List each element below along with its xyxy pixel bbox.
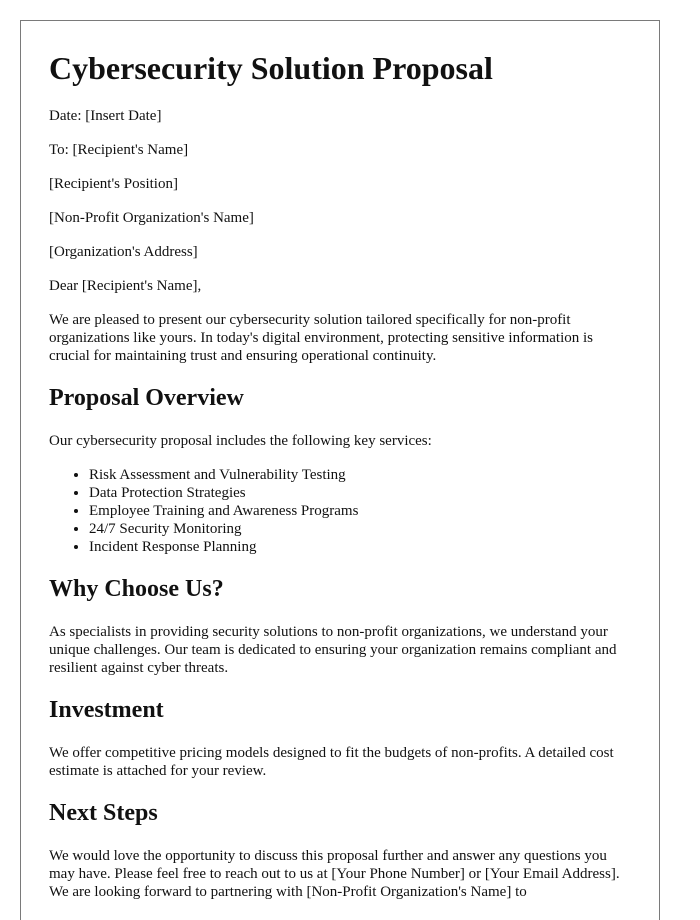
next-steps-paragraph: We would love the opportunity to discuss this proposal further and answer any questions you may have. Please feel free to reach out to us at [Your Phone Number] or [Your Email Address]. We are looking forward to partnering with [Non-Profit Organization's Name] to: [49, 848, 620, 900]
date-line: Date: [Insert Date]: [49, 108, 162, 124]
salutation: Dear [Recipient's Name],: [49, 278, 202, 294]
investment-paragraph: We offer competitive pricing models designed to fit the budgets of non-profits. A detailed cost estimate is attached for your review.: [49, 745, 614, 779]
document-title: Cybersecurity Solution Proposal: [49, 50, 493, 86]
list-item: • Data Protection Strategies: [89, 484, 631, 502]
recipient-position-line: [Recipient's Position]: [49, 176, 178, 192]
organization-address-line: [Organization's Address]: [49, 244, 198, 260]
list-item: • Employee Training and Awareness Programs: [89, 502, 631, 520]
next-steps-heading: Next Steps: [49, 800, 158, 826]
organization-name-line: [Non-Profit Organization's Name]: [49, 210, 254, 226]
investment-heading: Investment: [49, 697, 164, 723]
recipient-name-line: To: [Recipient's Name]: [49, 142, 189, 158]
why-us-heading: Why Choose Us?: [49, 576, 224, 602]
list-item: • 24/7 Security Monitoring: [89, 520, 631, 538]
overview-heading: Proposal Overview: [49, 385, 244, 411]
letter-page: [20, 20, 660, 920]
overview-intro: Our cybersecurity proposal includes the following key services:: [49, 433, 432, 449]
list-item: • Risk Assessment and Vulnerability Testing: [89, 466, 631, 484]
why-us-paragraph: As specialists in providing security solutions to non-profit organizations, we understand your unique challenges. Our team is dedicated to ensuring your organization remains compliant and resilient against cyber threats.: [49, 624, 617, 676]
intro-paragraph: We are pleased to present our cybersecurity solution tailored specifically for non-profit organizations like yours. In today's digital environment, protecting sensitive information is crucial for maintaining trust and ensuring operational continuity.: [49, 312, 593, 364]
services-list: [49, 466, 631, 556]
list-item: • Incident Response Planning: [89, 538, 631, 556]
